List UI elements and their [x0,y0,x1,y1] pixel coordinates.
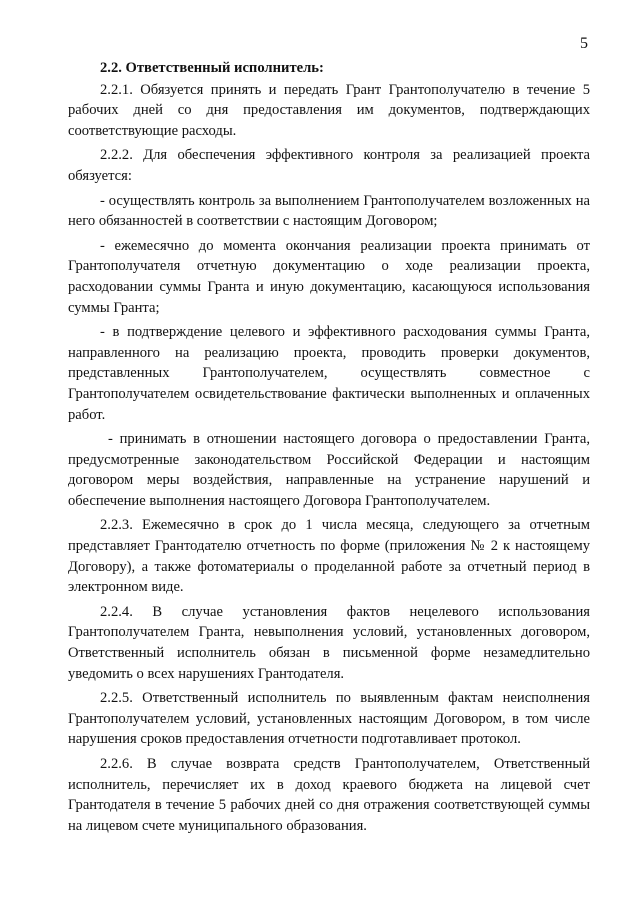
paragraph-2-2-3: 2.2.3. Ежемесячно в срок до 1 числа месяца, следующего за отчетным представляет Грантодателю отчетность по форме (приложения № 2 к настоящему Договору), а также фотоматериалы о проделанной работе за отчетный период в электронном виде. [68,517,590,596]
list-item-measures: - принимать в отношении настоящего договора о предоставлении Гранта, предусмотренные законодательством Российской Федерации и настоящим договором меры воздействия, направленные на устранение нарушений и обеспечение выполнения настоящего Договора Грантополучателем. [68,431,590,509]
paragraph-2-2-2: 2.2.2. Для обеспечения эффективного контроля за реализацией проекта обязуется: [68,147,590,184]
paragraph-2-2-5: 2.2.5. Ответственный исполнитель по выявленным фактам неисполнения Грантополучателем условий, установленных настоящим Договором, в том числе нарушения сроков предоставления отчетности подготавливает протокол. [68,690,590,748]
paragraph-2-2-1: 2.2.1. Обязуется принять и передать Грант Грантополучателю в течение 5 рабочих дней со дня предоставления им документов, подтверждающих соответствующие расходы. [68,81,590,139]
list-item-control: - осуществлять контроль за выполнением Грантополучателем возложенных на него обязанностей в соответствии с настоящим Договором; [68,192,590,230]
section-heading: 2.2. Ответственный исполнитель: [100,60,324,76]
list-item-monthly-reports: - ежемесячно до момента окончания реализации проекта принимать от Грантополучателя отчетную документацию о ходе реализации проекта, расходовании суммы Гранта и иную документацию, касающуюся использования суммы Гранта; [68,237,590,316]
page-number: 5 [580,35,588,52]
list-item-inspections: - в подтверждение целевого и эффективного расходования суммы Гранта, направленного на реализацию проекта, проводить проверки документов, представленных Грантополучателем, осуществлять совместное с Грантополучателем освидетельствование фактически выполненных и оплаченных работ. [68,324,590,423]
paragraph-2-2-4: 2.2.4. В случае установления фактов нецелевого использования Грантополучателем Гранта, невыполнения условий, установленных договором, Ответственный исполнитель обязан в письменной форме незамедлительно уведомить о всех нарушениях Грантодателя. [68,603,590,682]
paragraph-2-2-6: 2.2.6. В случае возврата средств Грантополучателем, Ответственный исполнитель, перечисляет их в доход краевого бюджета на лицевой счет Грантодателя в течение 5 рабочих дней со дня отражения соответствующей суммы на лицевом счете муниципального образования. [68,756,590,834]
document-body [68,58,590,840]
